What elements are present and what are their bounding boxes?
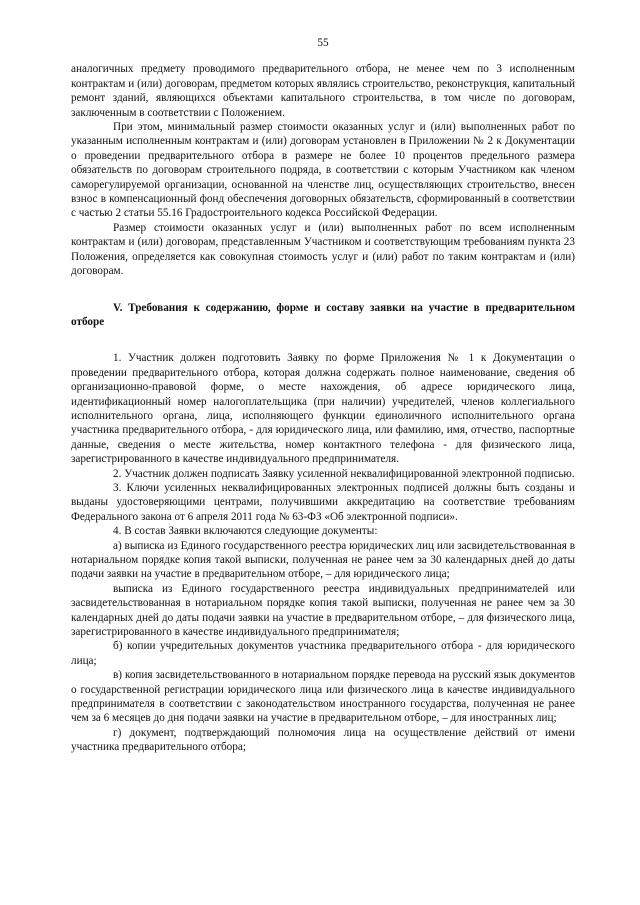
page-number: 55 [317, 37, 329, 49]
section-heading: V. Требования к содержанию, форме и составу заявки на участие в предварительном отборе [71, 301, 575, 328]
paragraph-item-4g: г) документ, подтверждающий полномочия лица на осуществление действий от имени участника предварительного отбора; [71, 726, 575, 754]
paragraph-item-4v: в) копия засвидетельствованного в нотариальном порядке перевода на русский язык документов о государственной регистрации юридического лица или физического лица в качестве индивидуального предпринимателя в соответствии с законодательством иностранного государства, полученная не ранее чем за 6 месяцев до дня подачи заявки на участие в предварительном отборе, – для иностранных лиц; [71, 669, 575, 725]
paragraph-item-4: 4. В состав Заявки включаются следующие документы: [113, 525, 378, 538]
paragraph-total-cost: Размер стоимости оказанных услуг и (или) выполненных работ по всем исполненным контрактам и (или) договорам, представленным Участником и соответствующим требованиям пункта 23 Положения, определяется как совокупная стоимость услуг и (или) работ по таким контрактам и (или) договорам. [71, 221, 575, 278]
paragraph-item-3: 3. Ключи усиленных неквалифицированных электронных подписей должны быть созданы и выданы удостоверяющими центрами, получившими аккредитацию на соответствие требованиям Федерального закона от 6 апреля 2011 года № 63-ФЗ «Об электронной подписи». [71, 481, 575, 523]
paragraph-item-4b: б) копии учредительных документов участника предварительного отбора - для юридического лица; [71, 640, 575, 667]
document-page [71, 36, 575, 755]
paragraph-item-4a: а) выписка из Единого государственного реестра юридических лиц или засвидетельствованная в нотариальном порядке копия такой выписки, полученная не ранее чем за 30 календарных дней до даты подачи заявки на участие в предварительном отборе, – для юридического лица; [71, 539, 575, 581]
paragraph-item-2: 2. Участник должен подписать Заявку усиленной неквалифицированной электронной подписью. [113, 467, 575, 480]
paragraph-continued: аналогичных предмету проводимого предварительного отбора, не менее чем по 3 исполненным контрактам и (или) договорам, предметом которых являлись строительство, реконструкция, капитальный ремонт зданий, являющихся объектами капитального строительства, в том числе по договорам, заключенным в соответствии с Положением. [71, 63, 575, 119]
paragraph-item-1: 1. Участник должен подготовить Заявку по форме Приложения № 1 к Документации о проведении предварительного отбора, которая должна содержать полное наименование, сведения об организационно-правовой форме, о месте нахождения, об адресе юридического лица, идентификационный номер налогоплательщика (при наличии) учредителей, членов коллегиального исполнительного органа, лица, исполняющего функции единоличного исполнительного органа участника предварительного отбора, - для юридического лица, или фамилию, имя, отчество, паспортные данные, сведения о месте жительства, номер контактного телефона - для физического лица, зарегистрированного в качестве индивидуального предпринимателя. [71, 352, 575, 466]
paragraph-item-4a-ip: выписка из Единого государственного реестра индивидуальных предпринимателей или засвидетельствованная в нотариальном порядке копия такой выписки, полученная не ранее чем за 30 календарных дней до даты подачи заявки на участие в предварительном отборе, – для физического лица, зарегистрированного в качестве индивидуального предпринимателя; [71, 582, 575, 639]
paragraph-min-cost: При этом, минимальный размер стоимости оказанных услуг и (или) выполненных работ по указанным исполненным контрактам и (или) договорам установлен в Приложении № 2 к Документации о проведении предварительного отбора в размере не более 10 процентов предельного размера обязательств по договорам строительного подряда, в соответствии с которым Участником как членом саморегулируемой организации, основанной на членстве лиц, осуществляющих строительство, внесен взнос в компенсационный фонд обеспечения договорных обязательств, сформированный в соответствии с частью 2 статьи 55.16 Градостроительного кодекса Российской Федерации. [71, 121, 575, 220]
